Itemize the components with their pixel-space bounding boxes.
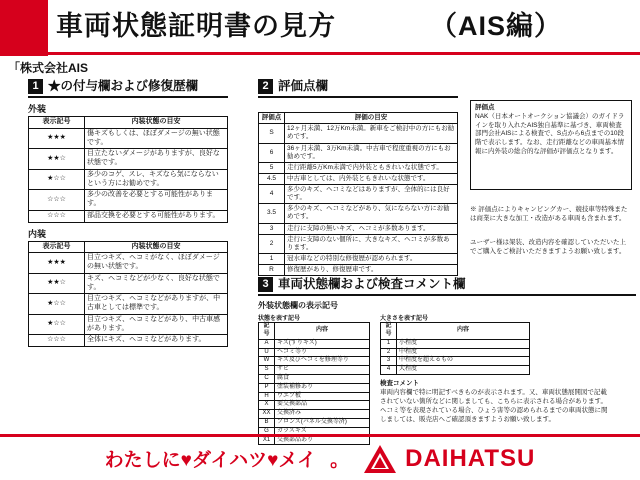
row-desc: 走行に支障の無いキズ、ヘコミが多数あります。 — [285, 223, 458, 234]
symbol-tables — [258, 313, 636, 445]
table-row — [381, 357, 530, 366]
row-meaning: 塗装補修あり — [275, 383, 370, 392]
row-desc: 修復歴があり、修復歴車です。 — [285, 265, 458, 276]
section-3 — [258, 274, 636, 445]
col-meaning: 内容 — [275, 323, 370, 340]
section-3-title: 車両状態欄および検査コメント欄 — [278, 277, 466, 291]
row-meaning: 要交換部品 — [275, 401, 370, 410]
table-row — [259, 348, 370, 357]
document-footer — [0, 434, 640, 480]
footer-dot: 。 — [330, 450, 350, 471]
section-2 — [258, 76, 458, 276]
table-row — [259, 357, 370, 366]
row-meaning: サビ — [275, 366, 370, 375]
table-header-row — [381, 323, 530, 340]
size-symbol-label: 大きさを表す記号 — [380, 316, 429, 323]
row-mark: ★★☆ — [29, 149, 85, 170]
section-1 — [28, 76, 228, 347]
section-2-number: 2 — [258, 79, 273, 94]
row-score: S — [259, 124, 285, 143]
row-score: 3.5 — [259, 204, 285, 223]
table-header-row — [29, 241, 228, 253]
col-mark: 表示記号 — [29, 117, 85, 129]
table-row — [29, 149, 228, 170]
note-user-confirm: ユーザー様は架装、改造内容を確認していただいた上でご購入をご検討いただきますようお願い致します。 — [470, 239, 626, 256]
row-score: 4.5 — [259, 173, 285, 184]
size-symbol-block — [380, 313, 612, 445]
brand-name: DAIHATSU — [405, 444, 536, 472]
row-desc: 全体にキズ、ヘコミなどがあります。 — [85, 335, 228, 347]
row-meaning: キズ及びヘコミを修理等り — [275, 357, 370, 366]
row-mark: ☆☆☆ — [29, 335, 85, 347]
row-score: 3 — [259, 223, 285, 234]
row-mark: ★☆☆ — [29, 314, 85, 335]
row-score: 1 — [259, 253, 285, 264]
note-special-vehicles: ※ 評価点によりキャンピングカー、競技車等特殊または商業に大きな加工・改造がある車両も含まれます。 — [470, 206, 628, 223]
row-symbol: 2 — [381, 348, 397, 357]
row-desc: 目立つキズ、ヘコミがなく、ほぼダメージの無い状態です。 — [85, 253, 228, 274]
row-symbol: H — [259, 392, 275, 401]
table-row — [381, 339, 530, 348]
score-note-title: 評価点 — [475, 104, 495, 111]
row-symbol: 4 — [381, 366, 397, 375]
inspection-comment-text: 車両内容欄で特に明記すべきものが表示されます。又、車両状態展開図で記載されていない箇所などに関しましても、こちらに表示される場合があります。ヘコミ等を表現されている場合、ひょう害等の認められるまでの車両状態に関しましては、販売店へご確認頂きますようお願い致します。 — [380, 389, 608, 424]
row-symbol: X — [259, 401, 275, 410]
exterior-label: 外装 — [28, 104, 47, 115]
row-desc: 目立つキズ、ヘコミなどがありますが、中古車としては標準です。 — [85, 294, 228, 315]
table-row — [381, 348, 530, 357]
row-meaning: 交換済み — [275, 410, 370, 419]
table-row — [259, 223, 458, 234]
row-meaning: 交換部品あり — [275, 436, 370, 445]
section-2-heading — [258, 76, 458, 98]
row-score: 2 — [259, 234, 285, 253]
table-row — [259, 253, 458, 264]
table-row — [259, 185, 458, 204]
inspection-comment — [380, 379, 612, 424]
row-symbol: P — [259, 383, 275, 392]
section-1-number: 1 — [28, 79, 43, 94]
table-header-row — [259, 113, 458, 124]
section-3-heading — [258, 274, 636, 296]
col-mark: 表示記号 — [29, 241, 85, 253]
row-mark: ★★★ — [29, 128, 85, 149]
table-row — [29, 273, 228, 294]
table-row — [29, 335, 228, 347]
row-desc: 目立つキズ、ヘコミなどがあり、中古車感があります。 — [85, 314, 228, 335]
row-mark: ★★★ — [29, 253, 85, 274]
row-desc: 冠水車などの特別な修復歴が認められます。 — [285, 253, 458, 264]
row-desc: 36ヶ月未満、3万Km未満。中古車で程度重視の方にもお勧めです。 — [285, 143, 458, 162]
table-row — [259, 401, 370, 410]
table-row — [259, 143, 458, 162]
row-symbol: S — [259, 366, 275, 375]
table-row — [259, 204, 458, 223]
row-symbol: 1 — [381, 339, 397, 348]
table-row — [29, 169, 228, 190]
col-desc: 評価の目安 — [285, 113, 458, 124]
row-meaning: キズ(すりキズ) — [275, 339, 370, 348]
footer-slogan: わたしに♥ダイハツ♥メイ — [104, 450, 317, 471]
company-label: 「株式会社AIS — [8, 61, 89, 75]
row-meaning: 小程度 — [397, 339, 530, 348]
row-symbol: U — [259, 348, 275, 357]
footer-content — [0, 437, 640, 480]
table-row — [259, 383, 370, 392]
row-desc: キズ、ヘコミなどが少なく、良好な状態です。 — [85, 273, 228, 294]
col-meaning: 内容 — [397, 323, 530, 340]
page-subtitle: （AIS編） — [430, 11, 563, 41]
state-symbol-label: 状態を表す記号 — [258, 316, 301, 323]
exterior-table — [28, 116, 228, 223]
table-row — [29, 294, 228, 315]
row-score: 6 — [259, 143, 285, 162]
document-header — [0, 0, 640, 56]
score-note-box — [470, 100, 632, 190]
row-symbol: X1 — [259, 436, 275, 445]
table-row — [259, 339, 370, 348]
row-desc: 走行距離5万Km未満で内外装ともきれいな状態です。 — [285, 162, 458, 173]
row-desc: 部品交換を必要とする可能性があります。 — [85, 210, 228, 222]
table-row — [29, 190, 228, 211]
state-symbol-block — [258, 313, 370, 445]
row-desc: 多少の改善を必要とする可能性があります。 — [85, 190, 228, 211]
table-header-row — [29, 117, 228, 129]
table-row — [29, 128, 228, 149]
row-desc: 目立たないダメージがありますが、良好な状態です。 — [85, 149, 228, 170]
row-score: 4 — [259, 185, 285, 204]
table-row — [381, 366, 530, 375]
row-meaning: ヘコミ等り — [275, 348, 370, 357]
row-desc: 多少のキズ、ヘコミなどがあり、気にならない方にお勧めです。 — [285, 204, 458, 223]
section-1-title: ★の付与欄および修復歴欄 — [48, 79, 199, 93]
table-row — [259, 410, 370, 419]
section-2-title: 評価点欄 — [278, 79, 329, 93]
row-desc: 12ヶ月未満、12万Km未満。新車をご検討中の方にもお勧めです。 — [285, 124, 458, 143]
col-desc: 内装状態の目安 — [85, 117, 228, 129]
col-symbol: 記号 — [259, 323, 275, 340]
table-row — [29, 210, 228, 222]
table-row — [29, 253, 228, 274]
table-row — [29, 314, 228, 335]
row-symbol: A — [259, 339, 275, 348]
table-row — [259, 366, 370, 375]
daihatsu-logo-icon — [363, 444, 397, 474]
row-mark: ★☆☆ — [29, 169, 85, 190]
row-score: R — [259, 265, 285, 276]
page-title: 車両状態証明書の見方 — [56, 11, 336, 41]
col-symbol: 記号 — [381, 323, 397, 340]
table-row — [259, 418, 370, 427]
row-meaning: 腐食 — [275, 374, 370, 383]
interior-label: 内装 — [28, 228, 47, 239]
row-meaning: ブロンズ(パネル交換等済) — [275, 418, 370, 427]
row-mark: ★☆☆ — [29, 294, 85, 315]
table-row — [259, 173, 458, 184]
table-row — [259, 374, 370, 383]
table-row — [259, 392, 370, 401]
row-score: 5 — [259, 162, 285, 173]
col-desc: 内装状態の目安 — [85, 241, 228, 253]
row-symbol: 3 — [381, 357, 397, 366]
score-note-text: NAK（日本オートオークション協議会）のガイドラインを取り入れたAIS独自基準に基づき、車両検査部門会社AISによる検査で、S点から6点までの10段階で表示します。なお、走行距離などの車両基本情報に内外装の総合的な評価が評価点となります。 — [475, 112, 625, 155]
interior-table — [28, 241, 228, 348]
row-desc: 走行に支障のない個所に、大きなキズ、ヘコミが多数あります。 — [285, 234, 458, 253]
section-3-number: 3 — [258, 277, 273, 292]
section-3-subtitle: 外装状態欄の表示記号 — [258, 301, 338, 311]
col-score: 評価点 — [259, 113, 285, 124]
inspection-comment-title: 検査コメント — [380, 379, 419, 387]
row-mark: ☆☆☆ — [29, 210, 85, 222]
row-symbol: B — [259, 418, 275, 427]
table-header-row — [259, 323, 370, 340]
score-table — [258, 112, 458, 276]
row-mark: ★★☆ — [29, 273, 85, 294]
table-row — [259, 124, 458, 143]
header-red-block — [0, 0, 48, 56]
row-desc: 多少のコゲ、スレ、キズなら気にならないという方にお勧めです。 — [85, 169, 228, 190]
row-meaning: ウエブ板 — [275, 392, 370, 401]
row-symbol: XX — [259, 410, 275, 419]
table-row — [259, 234, 458, 253]
state-symbol-table — [258, 322, 370, 445]
row-symbol: C — [259, 374, 275, 383]
row-desc: 多少のキズ、ヘコミなどはありますが、全体的には良好です。 — [285, 185, 458, 204]
row-symbol: G — [259, 427, 275, 436]
row-desc: 傷キズもしくは、ほぼダメージの無い状態です。 — [85, 128, 228, 149]
row-meaning: 大程度 — [397, 366, 530, 375]
size-symbol-table — [380, 322, 530, 375]
header-divider — [48, 52, 640, 55]
brand-logo — [363, 444, 535, 474]
row-meaning: ガラスキズ — [275, 427, 370, 436]
section-1-heading — [28, 76, 228, 98]
table-row — [259, 162, 458, 173]
row-symbol: W — [259, 357, 275, 366]
row-desc: 中古車としては、内外装ともきれいな状態です。 — [285, 173, 458, 184]
row-mark: ☆☆☆ — [29, 190, 85, 211]
row-meaning: 中程度を超えるもの — [397, 357, 530, 366]
row-meaning: 中程度 — [397, 348, 530, 357]
